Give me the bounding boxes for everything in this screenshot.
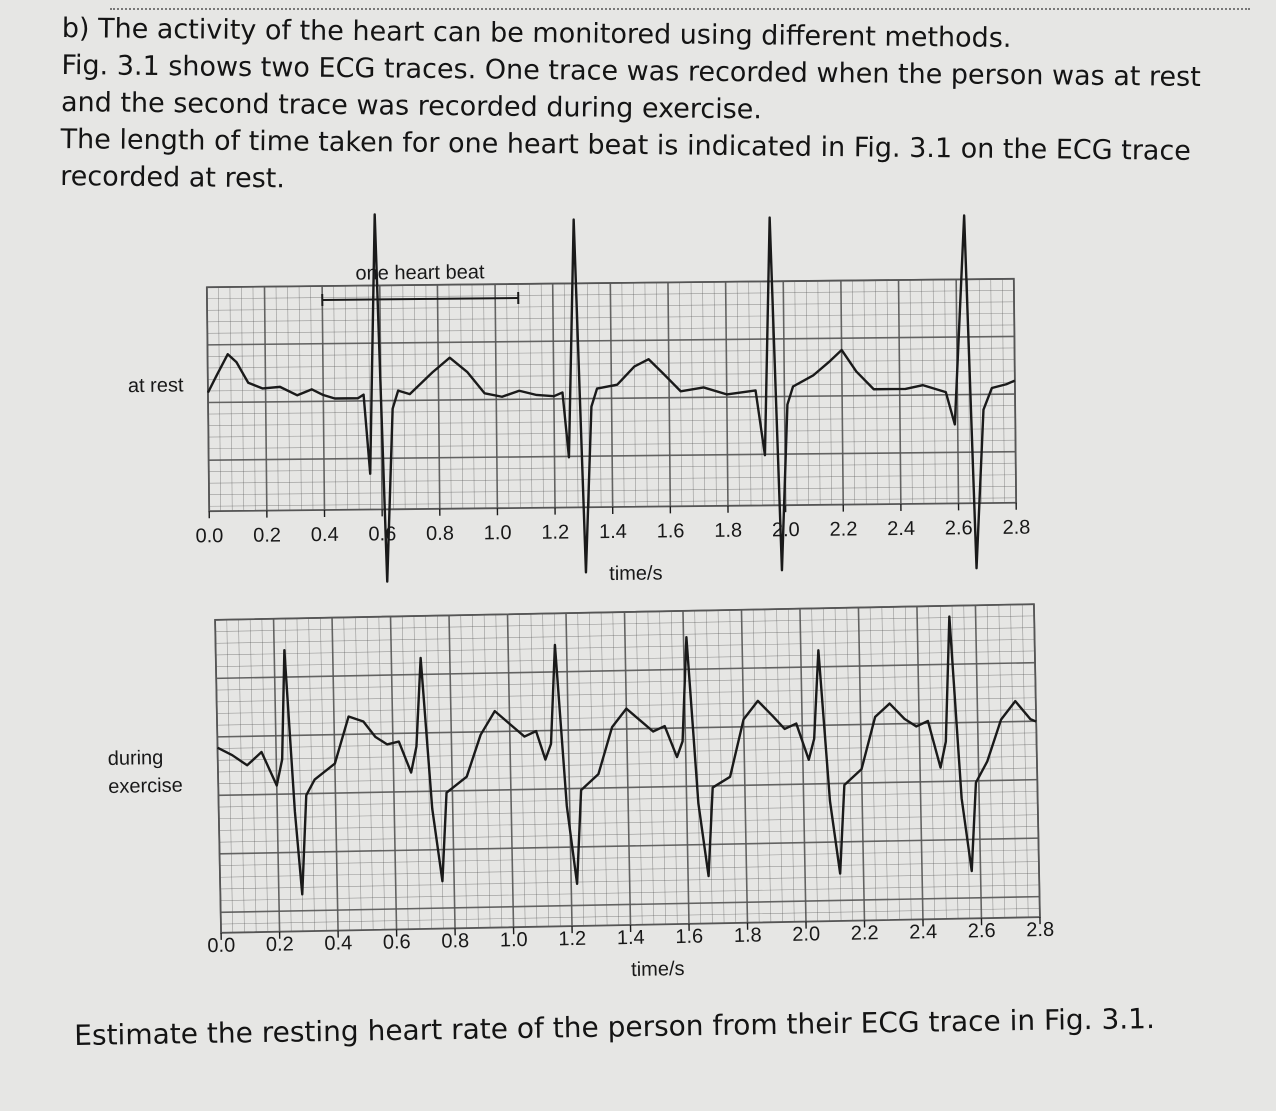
grid-line-vertical [818,281,820,505]
para-line: Fig. 3.1 shows two ECG traces. One trace was recorded when the person was at rest [61,49,1201,93]
grid-line-vertical [437,285,439,509]
grid-line-vertical [610,283,612,507]
grid-line-vertical [530,284,532,508]
grid-line-vertical [460,285,462,509]
grid-line-vertical [910,280,912,504]
grid-line-vertical [564,283,566,507]
grid-line-vertical [875,280,877,504]
x-tick-label: 1.0 [483,522,512,545]
para-line: recorded at rest. [60,160,286,195]
x-tick-label: 2.4 [887,517,916,541]
grid-line-vertical [714,282,716,506]
x-tick-label: 1.6 [656,520,685,543]
x-tick-label: 1.2 [541,521,570,544]
x-tick-label: 2.2 [850,922,879,945]
x-tick-label: 1.4 [598,520,627,544]
grid-line-vertical [668,282,670,506]
x-tick-label: 1.2 [558,927,587,951]
grid-line-vertical [795,281,797,505]
ecg-exercise-chart [105,604,1055,991]
x-tick-label: 2.4 [909,921,938,944]
x-tick-label: 0.8 [441,930,470,953]
grid-line-vertical [276,287,278,511]
grid-line-vertical [806,281,808,505]
para-line: and the second trace was recorded during exercise. [60,86,763,126]
grid-line-vertical [656,283,658,507]
x-tick-label: 1.0 [499,928,528,952]
grid-line-vertical [622,283,624,507]
grid-line-vertical [633,283,635,507]
grid-line-vertical [414,285,416,509]
grid-line-vertical [472,284,474,508]
grid-line-vertical [760,281,762,505]
grid-line-vertical [253,287,255,511]
x-tick-label: 1.8 [714,519,743,542]
grid-line-vertical [403,285,405,509]
x-tick-label: 2.8 [1026,918,1055,942]
grid-line-vertical [1002,279,1004,503]
para-line: The length of time taken for one heart beat is indicated in Fig. 3.1 on the ECG trace [60,123,1192,167]
grid-line-vertical [899,280,901,504]
grid-line-vertical [829,281,831,505]
grid-line-vertical [264,287,266,511]
x-tick-label: 0.2 [253,524,282,547]
x-tick-label: 2.6 [944,517,973,540]
grid-line-vertical [518,284,520,508]
x-tick-label: 2.0 [771,519,800,542]
x-tick-label: 2.8 [1002,516,1031,539]
x-tick-label: 2.6 [967,919,996,943]
grid-line-vertical [288,286,290,510]
grid-line-vertical [322,286,324,510]
grid-line-vertical [449,285,451,509]
x-tick-label: 0.6 [382,931,411,954]
trace-label: exercise [108,774,183,798]
grid-line-vertical [311,286,313,510]
grid-line-vertical [679,282,681,506]
grid-line-vertical [852,280,854,504]
grid-line-vertical [299,286,301,510]
question-text: Estimate the resting heart rate of the person from their ECG trace in Fig. 3.1. [74,1002,1156,1052]
grid-line-vertical [368,286,370,510]
grid-line-vertical [599,283,601,507]
x-tick-label: 0.6 [368,523,397,546]
grid-line-vertical [691,282,693,506]
x-tick-label: 0.4 [324,932,353,955]
x-tick-label: 1.6 [675,925,704,949]
x-axis-label: time/s [630,957,685,981]
x-tick-label: 0.2 [265,933,294,956]
grid-line-vertical [703,282,705,506]
grid-line-vertical [218,287,220,511]
x-axis-label: time/s [609,562,663,586]
grid-line-vertical [241,287,243,511]
x-tick-label: 0.0 [195,525,224,548]
grid-line-vertical [922,280,924,504]
grid-line-vertical [484,284,486,508]
grid-line-vertical [645,283,647,507]
trace-label: at rest [127,374,184,398]
grid-line-vertical [864,280,866,504]
grid-line-vertical [426,285,428,509]
x-tick-label: 2.2 [829,518,858,541]
trace-label: during [107,746,164,770]
grid-line-vertical [933,280,935,504]
para-line: b) The activity of the heart can be monitored using different methods. [61,12,1012,54]
grid-line-vertical [230,287,232,511]
beat-bracket-line [322,298,518,300]
x-tick-label: 1.8 [733,924,762,947]
grid-line-vertical [841,281,843,505]
x-tick-label: 0.8 [425,522,455,545]
x-tick-label: 0.4 [310,523,339,547]
x-tick-label: 0.0 [207,934,236,958]
ecg-rest-chart [126,208,1031,590]
beat-annotation-label: one heart beat [355,261,485,285]
grid-line-vertical [749,282,751,506]
x-tick-label: 1.4 [616,926,645,950]
x-tick-label: 2.0 [792,923,821,946]
grid-line-vertical [887,280,889,504]
